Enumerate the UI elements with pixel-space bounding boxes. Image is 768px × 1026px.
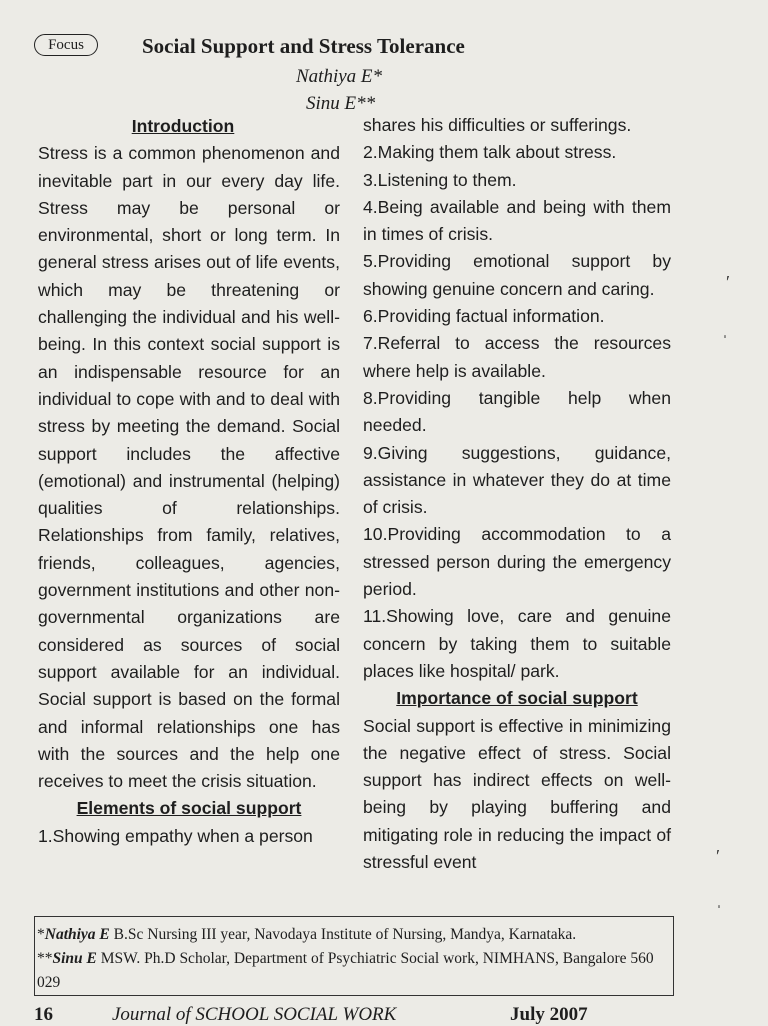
right-column — [363, 112, 671, 876]
element-item-1: 1.Showing empathy when a person — [38, 825, 313, 846]
author-footnote-box — [34, 916, 674, 996]
page-number: 16 — [34, 1004, 53, 1025]
element-item-6: 6.Providing factual information. — [363, 306, 605, 327]
footnote-author-2: Sinu E — [52, 950, 97, 967]
footnote-line-2 — [37, 947, 667, 995]
element-item-10: 10.Providing accommodation to a stressed person during the emergency period. — [363, 524, 671, 600]
element-item-2: 2.Making them talk about stress. — [363, 142, 617, 163]
author-1: Nathiya E* — [296, 66, 383, 87]
element-item-3: 3.Listening to them. — [363, 169, 517, 190]
importance-paragraph: Social support is effective in minimizing the negative effect of stress. Social support has indirect effects on well-being by playing buffering and mitigating role in reducing the impact of stressful event — [363, 715, 671, 873]
element-item-11: 11.Showing love, care and genuine concern by taking them to suitable places like hospital/ park. — [363, 606, 671, 681]
element-item-5: 5.Providing emotional support by showing genuine concern and caring. — [363, 251, 671, 299]
footnote-affiliation-1: B.Sc Nursing III year, Navodaya Institute of Nursing, Mandya, Karnataka. — [109, 926, 577, 943]
article-title: Social Support and Stress Tolerance — [142, 34, 465, 58]
binding-mark: ˌ — [722, 318, 728, 338]
author-2: Sinu E** — [306, 93, 376, 114]
element-item-8: 8.Providing tangible help when needed. — [363, 387, 671, 436]
binding-mark: ′ — [716, 846, 720, 866]
issue-date: July 2007 — [510, 1004, 588, 1025]
binding-mark: ′ — [726, 272, 730, 292]
element-item-7: 7.Referral to access the resources where help is available. — [363, 333, 671, 381]
footnote-author-1: Nathiya E — [44, 926, 110, 943]
element-item-4: 4.Being available and being with them in times of crisis. — [363, 196, 671, 245]
importance-heading: Importance of social support — [396, 688, 638, 709]
binding-mark: ˌ — [716, 888, 722, 908]
footnote-affiliation-2: MSW. Ph.D Scholar, Department of Psychiatric Social work, NIMHANS, Bangalore 560 029 — [37, 950, 654, 991]
footnote-marker-1: * — [37, 926, 45, 943]
left-column — [38, 113, 340, 850]
footnote-line-1 — [37, 923, 667, 947]
element-item-9: 9.Giving suggestions, guidance, assistance in whatever they do at time of crisis. — [363, 442, 671, 518]
introduction-heading: Introduction — [131, 116, 235, 136]
section-badge: Focus — [34, 34, 98, 56]
element-item-1-continued: shares his difficulties or sufferings. — [363, 115, 632, 135]
journal-name: Journal of SCHOOL SOCIAL WORK — [112, 1004, 397, 1025]
elements-heading: Elements of social support — [76, 798, 302, 819]
footnote-marker-2: ** — [37, 950, 53, 967]
introduction-paragraph: Stress is a common phenomenon and inevitable part in our every day life. Stress may be personal or environmental, short or long term. In general stress arises out of life events, which may be threatening or challenging the individual and his well-being. In this context social support is an indispensable resource for an individual to cope with and to deal with stress by meeting the demand. Social support includes the affective (emotional) and instrumental (helping) qualities of relationships. Relationships from family, relatives, friends, colleagues, agencies, government institutions and other non-governmental organizations are considered as sources of social support available for an individual. Social support is based on the formal and informal relationships one has with the sources and the help one receives to meet the crisis situation. — [38, 143, 340, 792]
